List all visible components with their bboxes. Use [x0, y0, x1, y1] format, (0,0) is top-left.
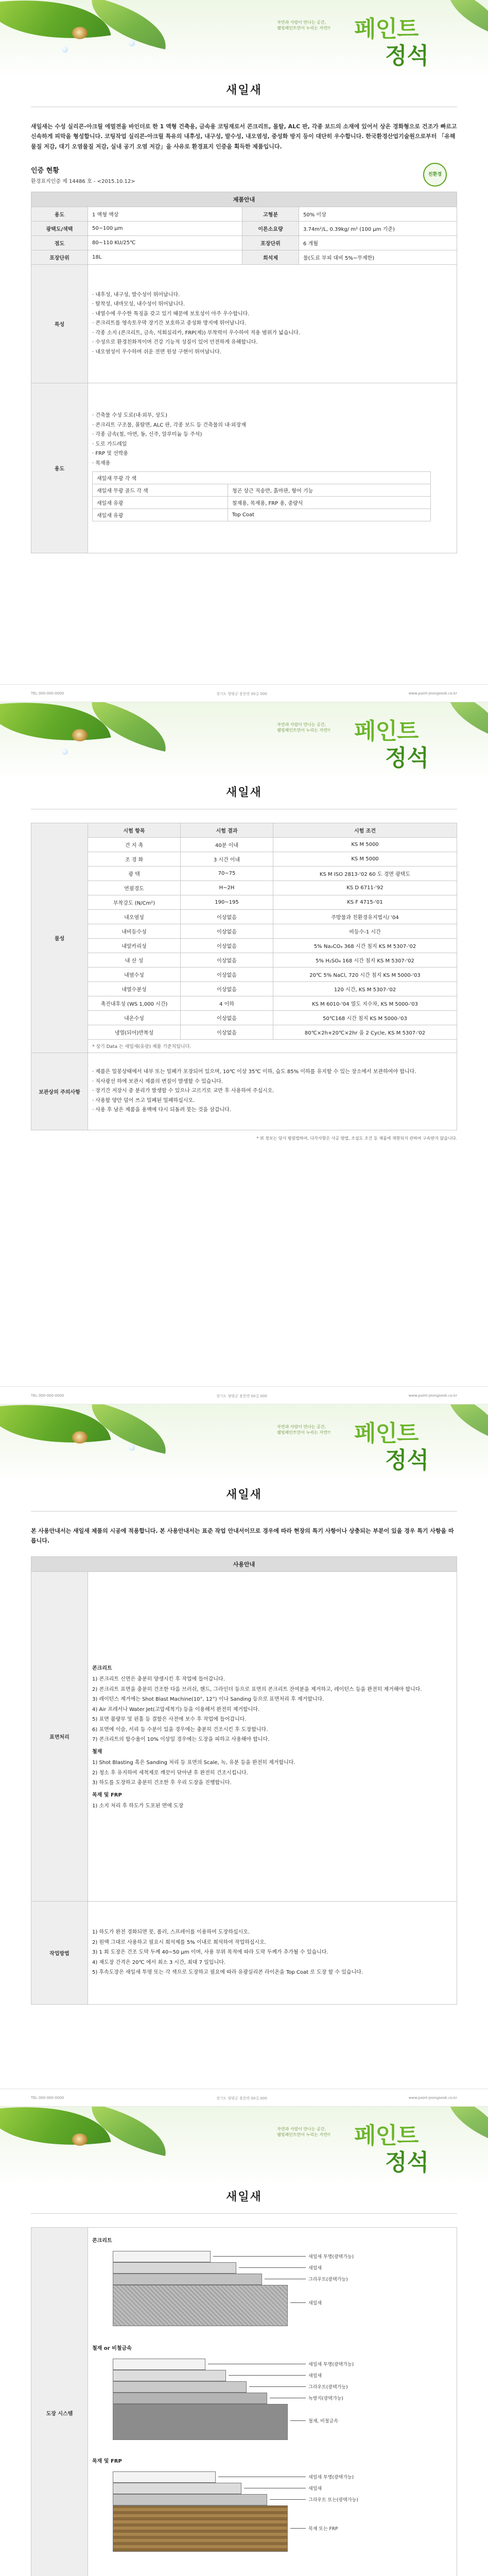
- layer-bar: [113, 2262, 236, 2274]
- brand-name-1: 페인트: [354, 1420, 419, 1447]
- brand-name-1: 페인트: [354, 2123, 419, 2149]
- eco-label-icon: 친환경: [423, 163, 447, 187]
- snail-icon: [72, 27, 88, 39]
- layer-bar: [113, 2274, 262, 2285]
- cert-text: 환경표지인증 제 14486 호 - <2015.10.12>: [31, 178, 135, 184]
- properties-table: 물성 시험 항목 시험 결과 시험 조건 건 지 촉 40분 이내 KS M 5000 조 경 화 3 시간 이내 KS M 5000 광 택 70~75 KS M ISO 2813-'02 60 도 경면 광택도 연필경도 H~2H KS D 6711-'92 부착강도 (N/Cm²) 190~195 KS F 4715-'01 내오염성 이상없음 주방물과 친환경유지법시/ '04 내비등수성 이상없음 비등수-1 시간 내알카리성 이상없음 5% Na₂CO₃ 368 시간 침지 KS M 5307-'02 내 산 성 이상없음 5% H₂SO₄ 168 시간 침지 KS M 5307-'02 내염수성 이상없음 20℃ 5% NaCl, 720 시간 침지 KS M 5000-'03 내열수분성 이상없음 120 시간, KS M 5307-'02 촉진내후성 (WS 1,000 시간) 4 이하 KS M 6010-'04 열도 지수차, KS M 5000-'03 내온수성 이상없음 50℃168 시간 침지 KS M 5000-'03 냉열(되어)반복성 이상없음 80℃×2h+20℃×2hr 을 2 Cycle, KS M 5307-'02 * 상기 Data 는 새일새(유광) 제품 기준치입니다. 보관상의 주의사항 · 제품은 밀봉상태에서 내부 또는 밀폐가 포장되어 있으며, 10℃ 이상 35℃ 이하, 습도 85% 이하를 유지할 수 있는 장소에서 보관하여야 합니다. · 직사광선 하에 보관시 제품의 변질이 발생할 수 있습니다. · 장기간 저장시 중 분리가 발생할 수 있으나 고르기로 교반 후 사용하여 주십시오. · 사용할 양만 덜어 쓰고 밀폐된 밀폐하십시오. · 사용 후 남은 제품을 용액에 다시 되돌려 붓는 것을 삼갑니다.: [31, 823, 457, 1130]
- table-row: 촉진내후성 (WS 1,000 시간) 4 이하 KS M 6010-'04 열도 지수차, KS M 5000-'03: [31, 996, 457, 1011]
- table-row: [31, 1901, 457, 2004]
- table-row: 냉열(되어)반복성 이상없음 80℃×2h+20℃×2hr 을 2 Cycle, KS M 5307-'02: [31, 1025, 457, 1040]
- page-title: 새일새: [226, 2191, 262, 2204]
- table-row: [31, 1571, 457, 1901]
- table-row: 연필경도 H~2H KS D 6711-'92: [31, 881, 457, 895]
- water-drop-icon: [129, 1445, 135, 1451]
- divider: [31, 1511, 457, 1512]
- notice-paragraph: 본 사용안내서는 새일새 제품의 시공에 적용합니다. 본 사용안내서는 표준 작업 안내서이므로 경우에 따라 현장의 특기 사항이나 상충되는 부분이 있을 경우 특기 사항을 따릅니다.: [31, 1528, 454, 1545]
- brand-name-1: 페인트: [354, 718, 419, 744]
- page-footer: TEL 000-000-0000 경기도 양평군 용문면 00길 000 www.paint-jeongseok.co.kr: [0, 684, 488, 702]
- table-row: 조 경 화 3 시간 이내 KS M 5000: [31, 852, 457, 867]
- uses-label: 용도: [31, 383, 88, 553]
- intro-paragraph: 새일새는 수성 실리콘-아크릴 에멀젼을 바인더로 한 1 액형 건축용, 금속용 코팅재로서 콘크리트, 몰탈, ALC 판, 각종 보드의 소재에 있어서 상온 경화형으로 건조가 빠르고 신속하게 피막을 형성합니다. 코팅작업 실리콘-아크릴 특유의 내후성, 내구성, 발수성, 내오염성, 중성화 방지 등이 대단히 우수합니다. 한국환경산업기술원으로부터 「유해물질 저감, 대기 오염물질 저감, 실내 공기 오염 저감」을 사유로 환경표지 인증을 획득한 제품입니다.: [31, 123, 457, 150]
- page-3: [0, 1404, 488, 2107]
- brand-name-1: 페인트: [354, 16, 419, 42]
- uses-list: · 건축물 수성 도료(내·외부, 상도) · 콘크리트 구조물, 몰탈면, ALC 판, 각종 보드 등 건축물의 내·외장재 · 각종 금속(철, 아연, 동, 신주, 알루미늄 등 주석) · 도로 가드레일 · FRP 및 선박용 · 목재용 새일새 무광 각 색 새일새 무광 골드 각 색 청곤 상근 직송반, 흙마판, 항어 기능 새일새 유광 철재용, 목재용, FRP 용, 중량식 새일새 유광 Top Coat: [88, 383, 457, 553]
- page-footer: TEL 000-000-0000 경기도 양평군 용문면 00길 000 www.paint-jeongseok.co.kr: [0, 1386, 488, 1404]
- table-row: [31, 264, 457, 383]
- storage-label: 보관상의 주의사항: [31, 1053, 88, 1130]
- snail-icon: [72, 1431, 88, 1444]
- page-1: [0, 0, 488, 702]
- snail-icon: [72, 2133, 88, 2146]
- brand-name-2: 정석: [385, 745, 429, 771]
- storage-list: · 제품은 밀봉상태에서 내부 또는 밀폐가 포장되어 있으며, 10℃ 이상 35℃ 이하, 습도 85% 이하를 유지할 수 있는 장소에서 보관하여야 합니다. · 직사광선 하에 보관시 제품의 변질이 발생할 수 있습니다. · 장기간 저장시 중 분리가 발생할 수 있으나 고르기로 교반 후 사용하여 주십시오. · 사용할 양만 덜어 쓰고 밀폐된 밀폐하십시오. · 사용 후 남은 제품을 용액에 다시 되돌려 붓는 것을 삼갑니다.: [88, 1053, 457, 1130]
- brand-tagline: 자연과 사람이 만나는 공간, 웰빙페인트만이 누리는 자연!!: [277, 1425, 331, 1435]
- table-row: 새일새 무광 골드 각 색 청곤 상근 직송반, 흙마판, 항어 기능: [93, 484, 431, 497]
- table-row: 내비등수성 이상없음 비등수-1 시간: [31, 924, 457, 939]
- diagram-title: 콘크리트: [92, 2238, 112, 2244]
- table-row: [31, 2228, 457, 2576]
- table-caption: 사용안내: [31, 1556, 457, 1571]
- header-banner: [0, 2107, 488, 2184]
- brand-logo: [277, 1412, 457, 1473]
- brand-name-2: 정석: [385, 2149, 429, 2176]
- table-row: 내열수분성 이상없음 120 시간, KS M 5307-'02: [31, 982, 457, 996]
- table-row: 포장단위 18L 희석제 물(도료 부피 대비 5%~무제한): [31, 250, 457, 264]
- page-title: 새일새: [226, 84, 262, 97]
- header-banner: [0, 1404, 488, 1482]
- system-diagrams: [88, 2228, 457, 2576]
- table-row: 내염수성 이상없음 20℃ 5% NaCl, 720 시간 침지 KS M 5000-'03: [31, 968, 457, 982]
- work-label: 작업방법: [31, 1901, 88, 2004]
- table-row: 광택도/색택 50~100 μm 이론소요량 3.74m²/L, 0.39kg/ m² (100 μm 기준): [31, 221, 457, 235]
- table-row: [31, 1053, 457, 1130]
- cert-title: 인증 현황: [31, 166, 59, 175]
- brand-name-2: 정석: [385, 43, 429, 69]
- features-label: 특성: [31, 264, 88, 383]
- diagram-title: 목재 및 FRP: [92, 2459, 122, 2464]
- table-row: 내오염성 이상없음 주방물과 친환경유지법시/ '04: [31, 910, 457, 924]
- prep-steps: 콘크리트 1) 콘크리트 신면은 충분히 양생시킨 후 작업에 들어갑니다. 2) 콘크리트 표면을 충분히 건조한 다음 브러쉬, 핸드, 그라인더 등으로 표면의 콘크리트 잔여분을 제거하고, 레이턴스 등을 완전히 제거해야 합니다. 3) 레이턴스 제거에는 Shot Blast Machine(10°, 12°) 이나 Sanding 등으로 표면처리 후 제거합니다. 4) Air 프레서나 Water Jet(고압세척기) 등을 이용해서 완전히 제거합니다. 5) 표면 불량부 및 핀홀 등 결함은 사전에 보수 후 작업에 들어갑니다. 6) 표면에 이슬, 서리 등 수분이 있을 경우에는 충분히 건조시킨 후 도장합니다. 7) 콘크리트의 함수율이 10% 이상일 경우에는 도장을 피하고 사용해야 합니다. 철재 1) Shot Blasting 혹은 Sanding 처리 등 표면의 Scale, 녹, 유분 등을 완전히 제거합니다. 2) 청소 후 유지하여 세척제로 깨끗이 닦아낸 후 완전히 건조시킵니다. 3) 하도를 도장하고 충분히 건조한 후 우리 도장을 진행합니다. 목재 및 FRP 1) 소지 처리 후 하도가 도포된 면에 도장: [88, 1571, 457, 1901]
- table-row: 새일새 유광 철재용, 목재용, FRP 용, 중량식: [93, 497, 431, 509]
- table-row: 점도 80~110 KU/25℃ 포장단위 6 개월: [31, 235, 457, 250]
- work-steps: 1) 하도가 완전 경화되면 붓, 롤러, 스프레이를 이용하여 도장하십시오. 2) 원액 그대로 사용하고 필요시 희석제를 5% 이내로 희석하여 작업하십시오. 3) 1 회 도장은 건조 도막 두께 40~50 μm 이며, 사용 부위 목적에 따라 도막 두께가 추가될 수 있습니다. 4) 재도장 간격은 20℃ 에서 최소 3 시간, 최대 7 일입니다. 5) 후속도장은 새일새 투명 또는 각 색으로 도장하고 필요에 따라 유광실리콘 라이온을 Top Coat 로 도장 할 수 있습니다.: [88, 1901, 457, 2004]
- usage-table: [31, 1556, 457, 2005]
- coating-system-table: [31, 2227, 457, 2576]
- table-note: * 상기 Data 는 새일새(유광) 제품 기준치입니다.: [88, 1040, 457, 1053]
- brand-name-2: 정석: [385, 1447, 429, 1473]
- brand-tagline: 자연과 사람이 만나는 공간, 웰빙페인트만이 누리는 자연!!: [277, 20, 331, 31]
- layer-bar: [113, 2251, 211, 2262]
- water-drop-icon: [62, 749, 68, 755]
- prep-label: 표면처리: [31, 1571, 88, 1901]
- diagram-title: 철재 or 비철금속: [92, 2346, 132, 2351]
- table-row: 새일새 유광 Top Coat: [93, 509, 431, 521]
- header-banner: [0, 702, 488, 779]
- header-banner: [0, 0, 488, 77]
- page-2: [0, 702, 488, 1404]
- uses-subtable: 새일새 무광 각 색 새일새 무광 골드 각 색 청곤 상근 직송반, 흙마판, 항어 기능 새일새 유광 철재용, 목재용, FRP 용, 중량식 새일새 유광 Top Coat: [92, 471, 431, 521]
- table-row: 내 산 성 이상없음 5% H₂SO₄ 168 시간 침지 KS M 5307-'02: [31, 953, 457, 968]
- table-row: 내알카리성 이상없음 5% Na₂CO₃ 368 시간 침지 KS M 5307-'02: [31, 939, 457, 953]
- table-row: 용도 1 액형 액상 고형분 50% 이상: [31, 207, 457, 221]
- properties-label: 물성: [31, 823, 88, 1053]
- layer-bar: [113, 2285, 288, 2326]
- brand-logo: [277, 7, 457, 69]
- footnote: * 위 정보는 당사 평원법하여, 다각사항은 사공 방법, 조설도 조건 등 제품에 재현되지 관하여 구속받지 않습니다.: [256, 1136, 457, 1141]
- table-row: 건 지 촉 40분 이내 KS M 5000: [31, 838, 457, 852]
- page-title: 새일새: [226, 1488, 262, 1501]
- product-info-table: [31, 192, 457, 553]
- table-row: 내온수성 이상없음 50℃168 시간 침지 KS M 5000-'03: [31, 1011, 457, 1025]
- layer-diagram-concrete: 새일새 투명(광택가능) 새일새 그라우트(광택가능) 새일새: [113, 2246, 401, 2338]
- table-row: 부착강도 (N/Cm²) 190~195 KS F 4715-'01: [31, 895, 457, 910]
- table-caption: 제품안내: [31, 192, 457, 207]
- page-4: [0, 2107, 488, 2576]
- snail-icon: [72, 729, 88, 741]
- page-footer: TEL 000-000-0000 경기도 양평군 용문면 00길 000 www.paint-jeongseok.co.kr: [0, 2089, 488, 2106]
- brand-logo: [277, 709, 457, 771]
- table-row: 광 택 70~75 KS M ISO 2813-'02 60 도 경면 광택도: [31, 867, 457, 881]
- water-drop-icon: [129, 40, 135, 46]
- water-drop-icon: [62, 46, 68, 53]
- page-title: 새일새: [226, 786, 262, 799]
- table-row: [31, 383, 457, 553]
- brand-tagline: 자연과 사람이 만나는 공간, 웰빙페인트만이 누리는 자연!!: [277, 2127, 331, 2138]
- system-label: 도장 시스템: [31, 2228, 88, 2576]
- features-list: · 내후성, 내구성, 발수성이 뛰어납니다. · 탈착성, 내마모성, 내수성이 뛰어납니다. · 내열수에 우수한 특징을 갖고 있기 때문에 보호성이 아주 우수합니다. · 콘크리트를 영속토우막 장기간 보호하고 중성화 방지에 뛰어납니다. · 각종 소지 (콘크리트, 금속, 석회실리카, FRP(제)) 부착력이 우수하여 적용 범위가 넓습니다. · 수성으로 환경친화적이며 건강 기능적 성질이 있어 안전하게 유해합니다. · 내오염성이 우수하며 쉬운 전면 원상 구현이 뛰어납니다.: [88, 264, 457, 383]
- brand-logo: [277, 2114, 457, 2176]
- layer-diagram-wood-frp: 새일새 투명(광택가능) 새일새 그라우트 또는(광택가능) 목재 또는 FRP: [113, 2466, 401, 2564]
- certification-section: [31, 165, 457, 184]
- brand-tagline: 자연과 사람이 만나는 공간, 웰빙페인트만이 누리는 자연!!: [277, 722, 331, 733]
- layer-diagram-metal: 새일새 투명(광택가능) 새일새 그라우트(광택가능) 녹방지(광택가능) 철재, 비철금속: [113, 2353, 401, 2451]
